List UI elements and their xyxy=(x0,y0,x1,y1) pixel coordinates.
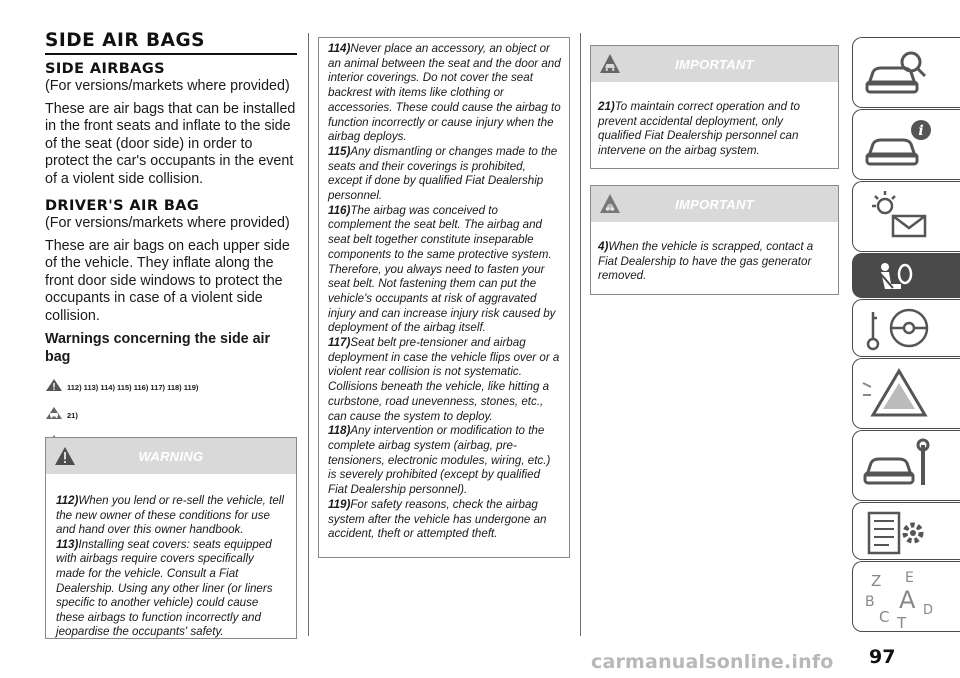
important-item xyxy=(598,240,828,284)
warning-box xyxy=(45,437,297,639)
warning-item-text: The airbag was conceived to complement the seat belt. The airbag and seat belt together constitute inseparable components to the same protective system. Therefore, you always need to fasten your seat belt. Not fastening them can put the vehicle's occupants at risk of aggravated injury and can increase injury risk caused by deployment of the airbag itself. xyxy=(328,203,556,335)
drivers-airbag-heading: DRIVER'S AIR BAG xyxy=(45,198,200,214)
important-item xyxy=(598,100,828,158)
tab-technical-specifications[interactable] xyxy=(852,502,960,560)
svg-text:T: T xyxy=(897,614,907,628)
warning-continuation-body xyxy=(319,38,569,548)
svg-text:i: i xyxy=(918,123,924,139)
svg-text:E: E xyxy=(905,570,914,586)
warning-item xyxy=(56,538,286,640)
warning-box-header xyxy=(46,438,296,474)
warning-item xyxy=(328,145,561,204)
warning-lights-icon xyxy=(859,186,939,248)
important-reference-number: 21) xyxy=(67,411,78,420)
specs-gear-icon xyxy=(859,507,939,559)
warning-item-number: 114) xyxy=(328,42,351,55)
important-box-title: IMPORTANT xyxy=(675,197,754,212)
steering-key-icon xyxy=(859,304,939,356)
page-number: 97 xyxy=(869,646,896,668)
tab-starting-driving[interactable] xyxy=(852,299,960,357)
important-item-text: To maintain correct operation and to prevent accidental deployment, only qualified Fiat Dealership personnel can intervene on the airbag system. xyxy=(598,100,800,157)
alphabet-index-icon xyxy=(859,566,939,628)
important-box-header xyxy=(591,186,838,222)
important-box-body xyxy=(591,82,838,164)
important-item-number: 4) xyxy=(598,240,609,253)
svg-text:A: A xyxy=(899,586,916,614)
warning-item xyxy=(56,494,286,538)
warning-item-number: 115) xyxy=(328,144,351,158)
important-box-header xyxy=(591,46,838,82)
warning-continuation-box xyxy=(318,37,570,558)
car-info-icon xyxy=(859,114,939,176)
warning-item-text: For safety reasons, check the airbag system after the vehicle has undergone an accident, theft or attempted theft. xyxy=(328,497,547,541)
warning-item xyxy=(328,204,561,336)
warning-item xyxy=(328,498,561,542)
warning-item-text: When you lend or re-sell the vehicle, tell the new owner of these conditions for use and hand over this owner handbook. xyxy=(56,494,284,537)
svg-text:B: B xyxy=(865,594,875,610)
warning-reference-numbers: 112) 113) 114) 115) 116) 117) 118) 119) xyxy=(67,383,199,392)
warning-box-body xyxy=(46,474,296,646)
tab-index[interactable] xyxy=(852,561,960,632)
warning-item-text: Any dismantling or changes made to the seats and their coverings is prohibited, except if done by qualified Fiat Dealership personnel. xyxy=(328,144,558,203)
warning-item xyxy=(328,42,561,145)
car-search-icon xyxy=(859,42,939,104)
warning-item-number: 116) xyxy=(328,203,351,217)
important-item-number: 21) xyxy=(598,100,615,113)
tab-servicing-care[interactable] xyxy=(852,430,960,501)
important-item-text: When the vehicle is scrapped, contact a Fiat Dealership to have the gas generator removed. xyxy=(598,240,814,283)
car-warning-icon xyxy=(45,406,63,420)
tab-warning-lights[interactable] xyxy=(852,181,960,252)
side-airbags-versions: (For versions/markets where provided) xyxy=(45,78,290,94)
airbag-seat-icon xyxy=(859,258,929,298)
warning-item-number: 117) xyxy=(328,336,351,350)
roadside-warning-icon xyxy=(859,363,939,425)
warning-reference[interactable] xyxy=(45,374,297,392)
important-box-body xyxy=(591,222,838,290)
column-left xyxy=(45,30,297,448)
important-box-title: IMPORTANT xyxy=(675,57,754,72)
tab-getting-to-know-car[interactable] xyxy=(852,37,960,108)
warning-item-text: Seat belt pre-tensioner and airbag deployment in case the vehicle flips over or a violent rear collision is not systematic. Collisions beneath the vehicle, like hitting a curbstone, road unevenness, stones, etc., can cause the system to deploy. xyxy=(328,336,560,423)
important-box xyxy=(590,45,839,169)
side-airbags-heading: SIDE AIRBAGS xyxy=(45,61,166,77)
tab-in-an-emergency[interactable] xyxy=(852,358,960,429)
important-reference[interactable] xyxy=(45,402,297,420)
warning-item-number: 118) xyxy=(328,424,351,438)
drivers-airbag-versions: (For versions/markets where provided) xyxy=(45,215,290,231)
warning-box-title: WARNING xyxy=(138,449,204,464)
warning-item-text: Any intervention or modification to the complete airbag system (airbag, pre-tensioners, electronic modules, wiring, etc.) is severely prohibited (except by qualified Fiat Dealership personnel). xyxy=(328,424,551,497)
column-divider xyxy=(580,33,581,636)
warnings-heading: Warnings concerning the side air bag xyxy=(45,331,271,365)
svg-text:C: C xyxy=(879,608,890,626)
warning-item xyxy=(328,336,561,424)
watermark: carmanualsonline.info xyxy=(591,651,834,673)
warning-item-number: 112) xyxy=(56,494,79,507)
warning-triangle-icon xyxy=(45,378,63,392)
important-box xyxy=(590,185,839,295)
warning-item-text: Installing seat covers: seats equipped with airbags require covers specifically made for the vehicle. Consult a Fiat Dealership. Using any other liner (or liners specific to another vehicle) could cause these airbags to function incorrectly and jeopardise the occupants' safety. xyxy=(56,537,273,639)
tab-knowing-dashboard[interactable] xyxy=(852,109,960,180)
tab-safety[interactable] xyxy=(852,253,960,298)
car-service-icon xyxy=(859,435,939,497)
warning-item-number: 113) xyxy=(56,537,79,551)
warning-item-text: Never place an accessory, an object or an animal between the seat and the door and interior coverings. Do not cover the seat backrest with items like clothing or accessories. These could cause the airbag to function incorrectly or cause injury when the airbag deploys. xyxy=(328,42,561,144)
side-airbags-description: These are air bags that can be installed in the front seats and inflate to the side of the seat (door side) in order to protect the car's occupants in the event of a violent side collision. xyxy=(45,100,296,187)
svg-text:Z: Z xyxy=(871,572,882,590)
column-divider xyxy=(308,33,309,636)
svg-text:D: D xyxy=(923,603,934,618)
drivers-airbag-description: These are air bags on each upper side of the vehicle. They inflate along the front door side windows to protect the occupants in case of a violent side collision. xyxy=(45,237,290,324)
warning-item xyxy=(328,424,561,498)
warning-item-number: 119) xyxy=(328,497,351,511)
section-heading: SIDE AIR BAGS xyxy=(45,30,297,55)
